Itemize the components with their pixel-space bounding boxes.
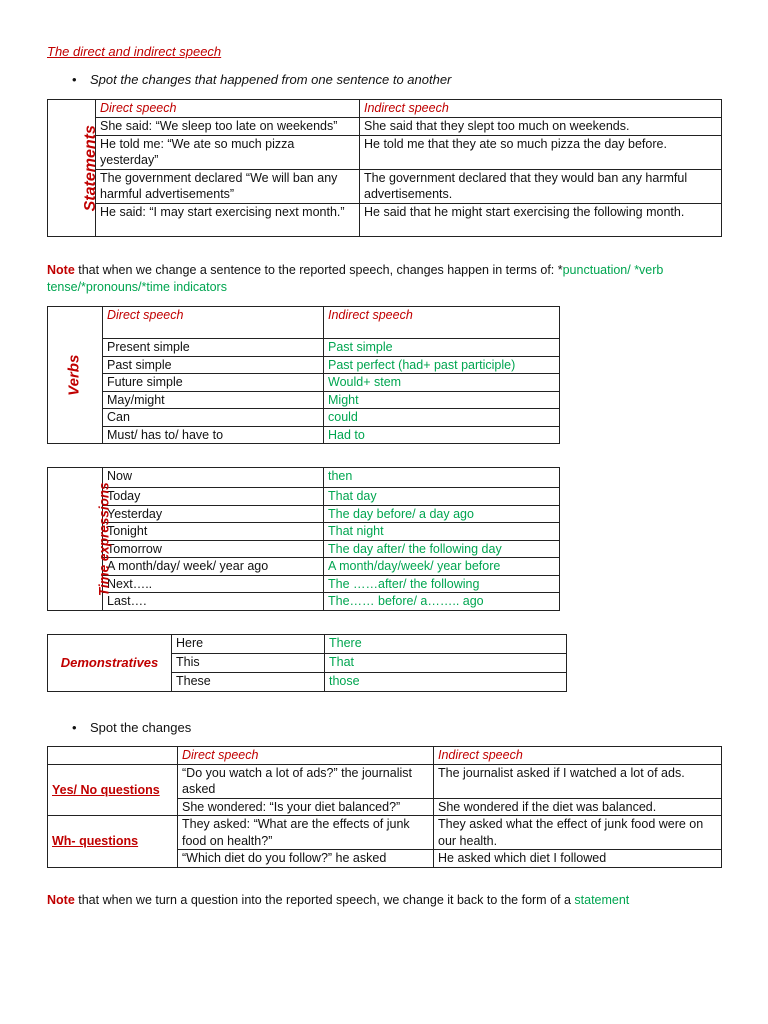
table-row bbox=[48, 764, 722, 798]
header-direct: Direct speech bbox=[96, 100, 360, 118]
time-expressions-table bbox=[47, 467, 560, 611]
table-row bbox=[48, 118, 722, 136]
table-row bbox=[48, 816, 722, 850]
note-text: that when we turn a question into the reported speech, we change it back to the form of a bbox=[74, 893, 575, 907]
bullet-icon: • bbox=[72, 720, 77, 735]
verbs-label: Verbs bbox=[65, 354, 83, 396]
note-highlight: tense/*pronouns/*time indicators bbox=[47, 280, 227, 294]
verbs-label-cell bbox=[48, 307, 103, 444]
statements-label: Statements bbox=[81, 124, 99, 211]
table-row bbox=[48, 135, 722, 169]
table-row bbox=[48, 468, 560, 488]
indirect-cell: She said that they slept too much on weekends. bbox=[360, 118, 722, 136]
indirect-cell: A month/day/week/ year before bbox=[324, 558, 560, 576]
verbs-table bbox=[47, 306, 560, 444]
direct-cell: Must/ has to/ have to bbox=[103, 426, 324, 444]
table-row bbox=[48, 391, 560, 409]
direct-cell: “Do you watch a lot of ads?” the journalist asked bbox=[178, 764, 434, 798]
instruction-text: Spot the changes bbox=[90, 720, 192, 735]
indirect-cell: The…… before/ a…….. ago bbox=[324, 593, 560, 611]
bullet-icon: • bbox=[72, 72, 77, 87]
indirect-cell: The government declared that they would ban any harmful advertisements. bbox=[360, 169, 722, 203]
indirect-cell: Had to bbox=[324, 426, 560, 444]
table-row bbox=[48, 356, 560, 374]
table-row bbox=[48, 339, 560, 357]
indirect-cell: She wondered if the diet was balanced. bbox=[434, 798, 722, 816]
direct-cell: Next….. bbox=[103, 575, 324, 593]
indirect-cell: He told me that they ate so much pizza the day before. bbox=[360, 135, 722, 169]
table-row bbox=[48, 409, 560, 427]
direct-cell: This bbox=[172, 654, 325, 673]
table-row bbox=[48, 374, 560, 392]
indirect-cell: The day before/ a day ago bbox=[324, 505, 560, 523]
indirect-cell: He said that he might start exercising the following month. bbox=[360, 203, 722, 236]
table-row bbox=[48, 488, 560, 506]
direct-cell: Here bbox=[172, 635, 325, 654]
direct-cell: He told me: “We ate so much pizza yesterday” bbox=[96, 135, 360, 169]
direct-cell: “Which diet do you follow?” he asked bbox=[178, 850, 434, 868]
indirect-cell: That bbox=[325, 654, 567, 673]
table-row bbox=[48, 575, 560, 593]
table-row bbox=[48, 523, 560, 541]
direct-cell: Can bbox=[103, 409, 324, 427]
instruction-bullet-2 bbox=[72, 720, 191, 735]
direct-cell: Today bbox=[103, 488, 324, 506]
time-expressions-label: Time expressions bbox=[96, 481, 112, 596]
table-row bbox=[48, 558, 560, 576]
demonstratives-table bbox=[47, 634, 567, 692]
direct-cell: They asked: “What are the effects of junk food on health?” bbox=[178, 816, 434, 850]
note-label: Note bbox=[47, 893, 75, 907]
indirect-cell: The ……after/ the following bbox=[324, 575, 560, 593]
demonstratives-label: Demonstratives bbox=[48, 635, 172, 692]
indirect-cell: Past perfect (had+ past participle) bbox=[324, 356, 560, 374]
statements-label-cell bbox=[48, 100, 99, 237]
indirect-cell: Would+ stem bbox=[324, 374, 560, 392]
direct-cell: Tomorrow bbox=[103, 540, 324, 558]
indirect-cell: They asked what the effect of junk food were on our health. bbox=[434, 816, 722, 850]
indirect-cell: Past simple bbox=[324, 339, 560, 357]
table-row bbox=[48, 635, 567, 654]
table-row bbox=[48, 540, 560, 558]
indirect-cell: That night bbox=[324, 523, 560, 541]
direct-cell: The government declared “We will ban any harmful advertisements” bbox=[96, 169, 360, 203]
table-row bbox=[48, 593, 560, 611]
direct-cell: Future simple bbox=[103, 374, 324, 392]
note-highlight: statement bbox=[574, 893, 630, 907]
direct-cell: A month/day/ week/ year ago bbox=[103, 558, 324, 576]
questions-table bbox=[47, 746, 722, 868]
wh-questions-label: Wh- questions bbox=[48, 816, 178, 868]
indirect-cell: He asked which diet I followed bbox=[434, 850, 722, 868]
table-row bbox=[48, 203, 722, 236]
direct-cell: Last…. bbox=[103, 593, 324, 611]
direct-cell: Now bbox=[103, 468, 324, 488]
instruction-text: Spot the changes that happened from one sentence to another bbox=[90, 72, 452, 87]
direct-cell: She wondered: “Is your diet balanced?” bbox=[178, 798, 434, 816]
indirect-cell: could bbox=[324, 409, 560, 427]
direct-cell: Yesterday bbox=[103, 505, 324, 523]
page-title: The direct and indirect speech bbox=[47, 44, 222, 59]
statements-table bbox=[47, 99, 722, 237]
table-row bbox=[48, 426, 560, 444]
direct-cell: May/might bbox=[103, 391, 324, 409]
direct-cell: She said: “We sleep too late on weekends” bbox=[96, 118, 360, 136]
empty-header-cell bbox=[48, 747, 178, 765]
note-reported-changes bbox=[47, 262, 727, 296]
header-indirect: Indirect speech bbox=[434, 747, 722, 765]
note-question-statement bbox=[47, 892, 737, 909]
time-label-cell bbox=[48, 468, 112, 611]
indirect-cell: Might bbox=[324, 391, 560, 409]
indirect-cell: That day bbox=[324, 488, 560, 506]
indirect-cell: The day after/ the following day bbox=[324, 540, 560, 558]
indirect-cell: There bbox=[325, 635, 567, 654]
note-text: that when we change a sentence to the reported speech, changes happen in terms of: * bbox=[74, 263, 563, 277]
header-direct: Direct speech bbox=[178, 747, 434, 765]
direct-cell: Past simple bbox=[103, 356, 324, 374]
table-row bbox=[48, 169, 722, 203]
yes-no-questions-label: Yes/ No questions bbox=[48, 764, 178, 816]
direct-cell: Tonight bbox=[103, 523, 324, 541]
header-direct: Direct speech bbox=[103, 307, 324, 339]
direct-cell: Present simple bbox=[103, 339, 324, 357]
header-indirect: Indirect speech bbox=[324, 307, 560, 339]
indirect-cell: those bbox=[325, 673, 567, 692]
indirect-cell: The journalist asked if I watched a lot of ads. bbox=[434, 764, 722, 798]
direct-cell: These bbox=[172, 673, 325, 692]
instruction-bullet-1 bbox=[72, 72, 451, 87]
note-label: Note bbox=[47, 263, 75, 277]
indirect-cell: then bbox=[324, 468, 560, 488]
header-indirect: Indirect speech bbox=[360, 100, 722, 118]
table-row bbox=[48, 505, 560, 523]
direct-cell: He said: “I may start exercising next month.” bbox=[96, 203, 360, 236]
note-highlight: punctuation/ *verb bbox=[562, 263, 664, 277]
